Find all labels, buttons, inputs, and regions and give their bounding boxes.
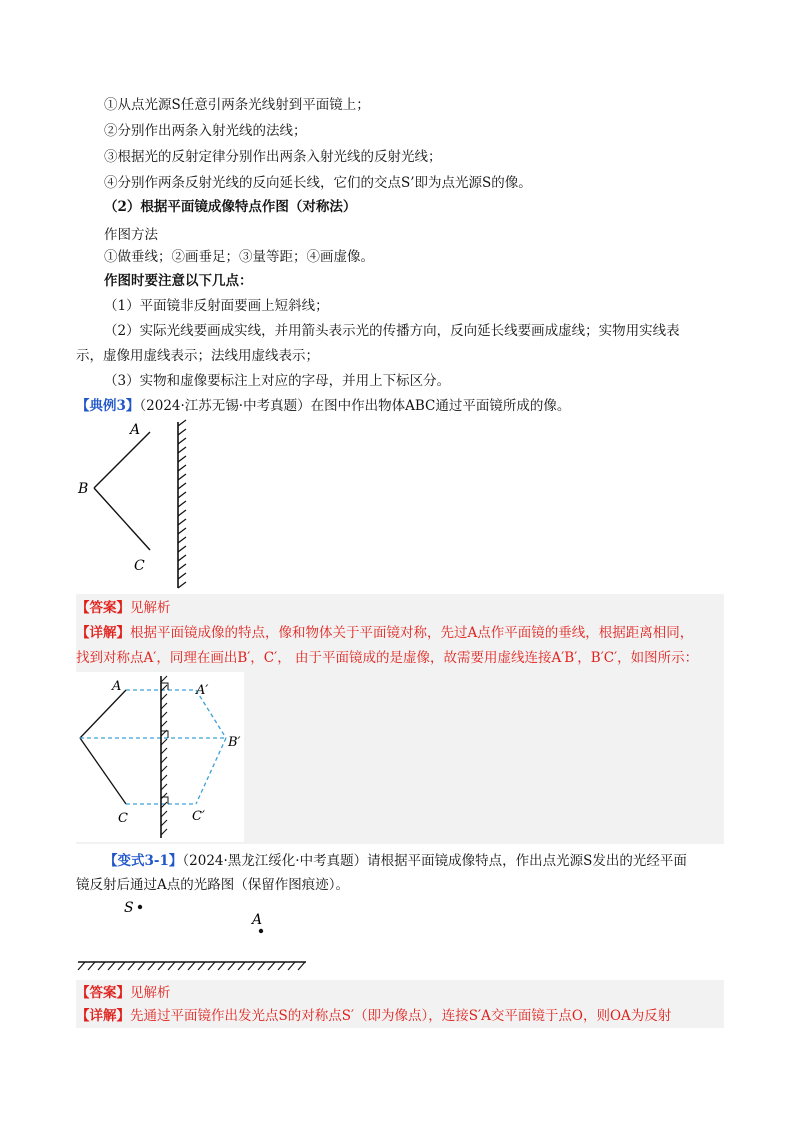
label-a: A [130,422,141,438]
label-c-prime: C′ [192,809,205,824]
variant-3-1-line [104,852,687,870]
detail-2-line [76,1007,671,1025]
method-steps: ①做垂线；②画垂足；③量等距；④画虚像。 [104,249,374,265]
answer-2-tag: 【答案】 [76,985,130,1001]
note-2b: 示，虚像用虚线表示；法线用虚线表示； [76,348,319,364]
label-b-prime: B′ [228,735,241,750]
note-3: （3）实物和虚像要标注上对应的字母，并用上下标区分。 [104,373,451,389]
label-c: C [134,558,145,574]
point-s [138,905,142,909]
detail-1-line [76,624,693,642]
variant-3-1-figure [70,896,320,976]
answer-1-tag: 【答案】 [76,600,130,616]
label-s: S [124,900,134,916]
example-3-figure [60,418,220,593]
example-3-tag: 【典例3】 [76,398,140,414]
notes-title: 作图时要注意以下几点： [104,273,253,289]
answer-1-figure [76,672,244,842]
detail-1-tag: 【详解】 [76,625,130,641]
step-4: ④分别作两条反射光线的反向延长线，它们的交点S’即为点光源S的像。 [104,175,532,191]
detail-1-text-2: 找到对称点A′，同理在画出B′，C′， 由于平面镜成的是虚像，故需要用虚线连接A′B′，B′C′，如图所示： [76,650,699,666]
step-2: ②分别作出两条入射光线的法线； [104,123,307,139]
note-1: （1）平面镜非反射面要画上短斜线； [104,298,329,314]
variant-3-1-text-2: 镜反射后通过A点的光路图（保留作图痕迹）。 [76,877,349,893]
detail-2-text-1: 先通过平面镜作出发光点S的对称点S′（即为像点），连接S′A交平面镜于点O，则OA为反射 [130,1008,672,1024]
segment-bc [94,488,150,550]
variant-3-1-text-1: （2024·黑龙江绥化·中考真题）请根据平面镜成像特点，作出点光源S发出的光经平面 [182,853,687,869]
example-3-line [76,397,570,415]
answer-2-text: 见解析 [130,985,171,1001]
answer-1-text: 见解析 [130,600,171,616]
label-b: B [78,481,89,497]
detail-1-text-1: 根据平面镜成像的特点，像和物体关于平面镜对称，先过A点作平面镜的垂线，根据距离相同， [130,625,694,641]
example-3-text: （2024·江苏无锡·中考真题）在图中作出物体ABC通过平面镜所成的像。 [139,398,571,414]
label-a: A [252,912,263,928]
label-a-prime: A′ [196,683,209,698]
point-a [259,929,263,933]
answer-1-line [76,599,171,617]
segment-ab [94,432,150,488]
detail-2-tag: 【详解】 [76,1008,130,1024]
label-c: C [118,811,128,826]
answer-2-line [76,984,171,1002]
method-title: 作图方法 [104,227,158,243]
section-2-title: （2）根据平面镜成像特点作图（对称法） [104,199,357,215]
step-1: ①从点光源S任意引两条光线射到平面镜上； [104,97,370,113]
variant-3-1-tag: 【变式3-1】 [104,853,183,869]
note-2a: （2）实际光线要画成实线，并用箭头表示光的传播方向，反向延长线要画成虚线；实物用实线表 [104,323,680,339]
mirror-hatching [178,420,186,588]
step-3: ③根据光的反射定律分别作出两条入射光线的反射光线； [104,149,442,165]
label-a: A [112,679,122,694]
mirror-hatching [78,962,305,970]
